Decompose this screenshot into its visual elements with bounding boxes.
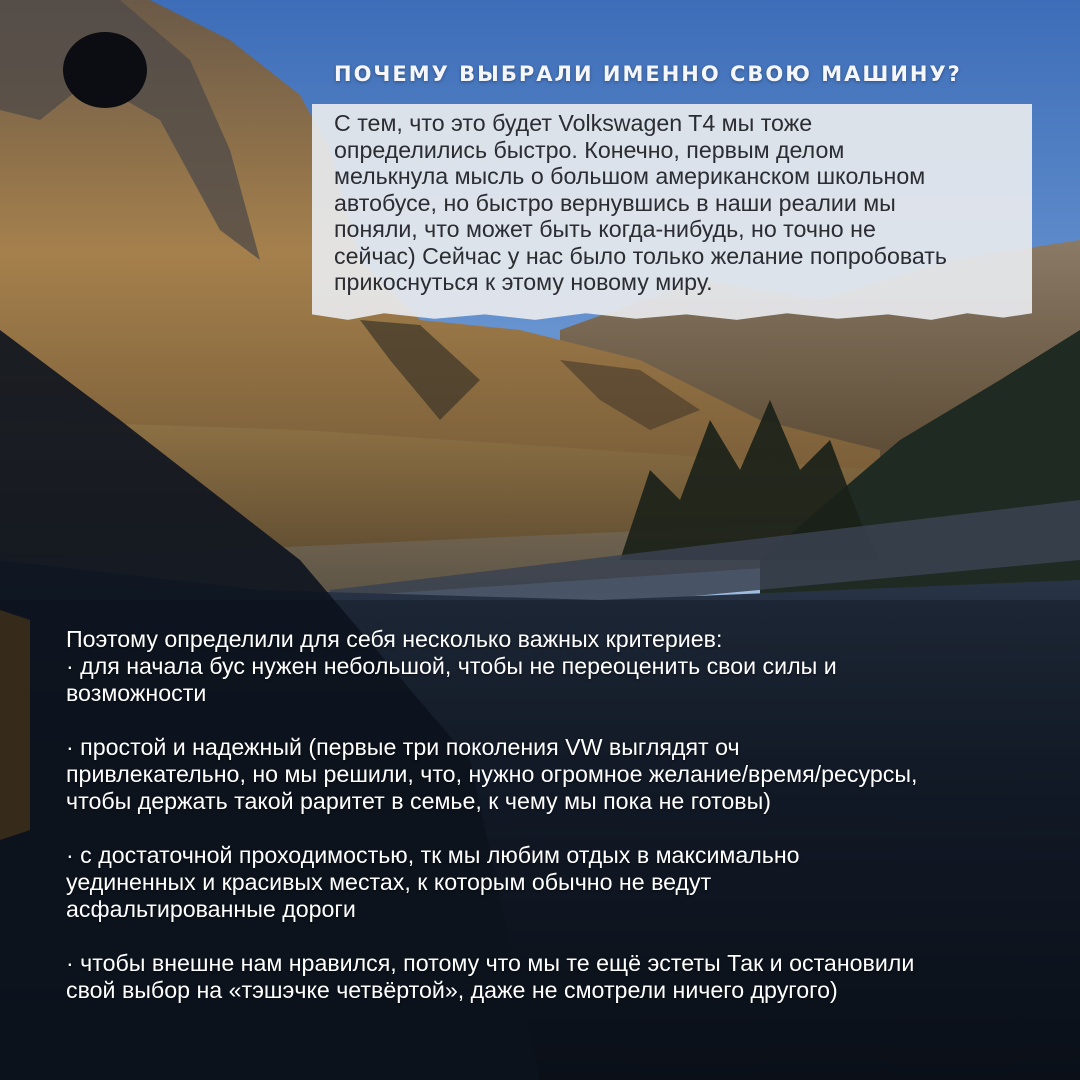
page-title: ПОЧЕМУ ВЫБРАЛИ ИМЕННО СВОЮ МАШИНУ?: [334, 62, 962, 86]
intro-line: поняли, что может быть когда-нибудь, но точно не: [334, 216, 876, 242]
intro-line: автобусе, но быстро вернувшись в наши реалии мы: [334, 189, 896, 216]
intro-line: мелькнула мысль о большом американском школьном: [334, 163, 926, 189]
mirror-mount: [63, 32, 147, 108]
criteria-item-1-line: · для начала бус нужен небольшой, чтобы не переоценить свои силы и: [66, 653, 837, 679]
criteria-list: [66, 626, 1066, 1004]
criteria-item-4-line: свой выбор на «тэшэчке четвёртой», даже не смотрели ничего другого): [66, 977, 838, 1003]
spacer: [66, 815, 1066, 842]
criteria-item-3-line: · с достаточной проходимостью, тк мы любим отдых в максимально: [66, 842, 800, 868]
intro-line: сейчас) Сейчас у нас было только желание попробовать: [334, 242, 948, 269]
criteria-item-3-line: уединенных и красивых местах, к которым обычно не ведут: [66, 869, 712, 895]
intro-note-text: [334, 110, 1024, 296]
criteria-item-2-line: · простой и надежный (первые три поколения VW выглядят оч: [66, 734, 740, 760]
criteria-item-4-line: · чтобы внешне нам нравился, потому что мы те ещё эстеты Так и остановили: [66, 950, 915, 976]
criteria-item-2-line: чтобы держать такой раритет в семье, к чему мы пока не готовы): [66, 788, 772, 814]
criteria-item-3-line: асфальтированные дороги: [66, 896, 356, 922]
criteria-item-2-line: привлекательно, но мы решили, что, нужно огромное желание/время/ресурсы,: [66, 761, 918, 787]
intro-line: прикоснуться к этому новому миру.: [334, 269, 713, 295]
criteria-item-1-line: возможности: [66, 680, 207, 706]
spacer: [66, 707, 1066, 734]
spacer: [66, 923, 1066, 950]
intro-line: С тем, что это будет Volkswagen T4 мы тоже: [334, 110, 813, 136]
criteria-lead: Поэтому определили для себя несколько важных критериев:: [66, 626, 723, 652]
intro-line: определились быстро. Конечно, первым делом: [334, 136, 845, 163]
